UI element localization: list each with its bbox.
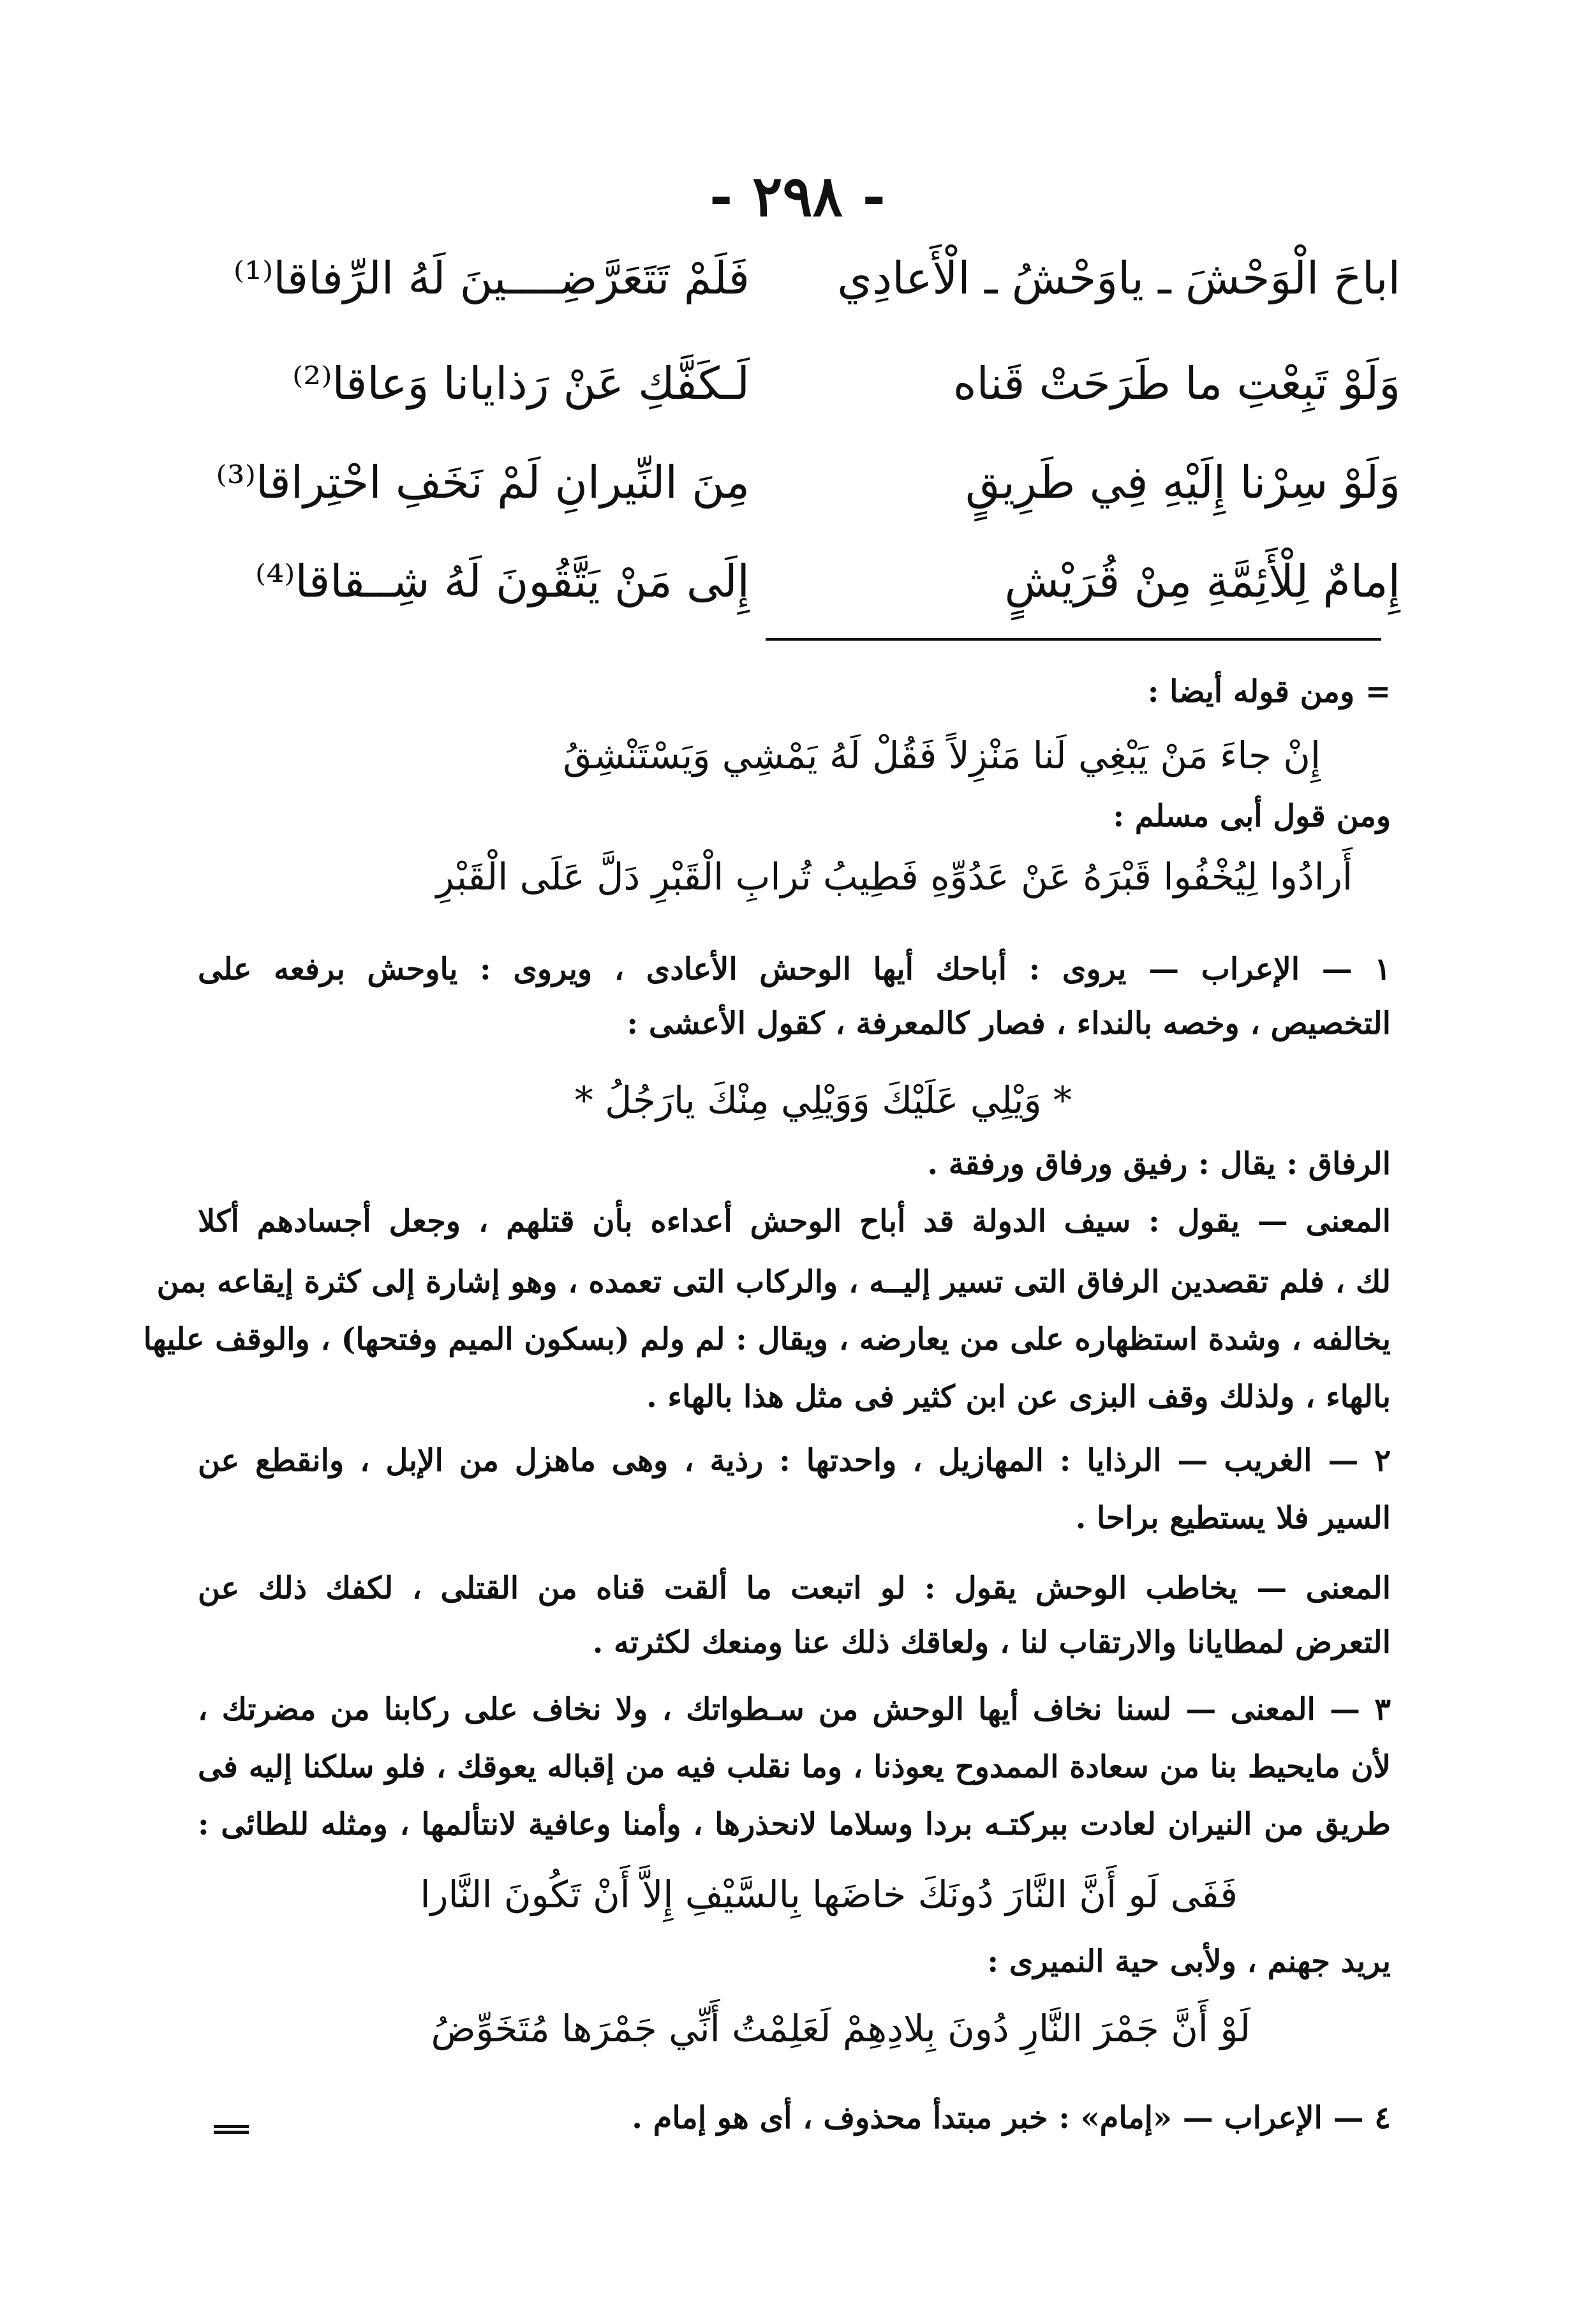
poem-line-3-right: وَلَوْ سِرْنا إِلَيْهِ فِي طَرِيقٍ	[965, 456, 1400, 509]
verse-5: لَوْ أَنَّ جَمْرَ النَّارِ دُونَ بِلادِهِمْ لَعَلِمْتُ أَنِّي جَمْرَها مُتَخَوِّضُ	[431, 2007, 1250, 2050]
note-1-line-b: التخصيص ، وخصه بالنداء ، فصار كالمعرفة ، كقول الأعشى :	[627, 1006, 1391, 1041]
note-3-line-a: ٣ — المعنى — لسنا نخاف أيها الوحش من سـطواتك ، ولا نخاف على ركابنا من مضرتك ،	[198, 1692, 1391, 1727]
intro-line-2: ومن قول أبى مسلم :	[1113, 798, 1391, 834]
separator-rule	[766, 638, 1381, 641]
poem-line-2-left: لَـكَفَّكِ عَنْ رَذايانا وَعاقا⁽²⁾	[292, 357, 750, 410]
note-1-line-c: الرفاق : يقال : رفيق ورفاق ورفقة .	[927, 1146, 1391, 1182]
verse-2: أَرادُوا لِيُخْفُوا قَبْرَهُ عَنْ عَدُوِّهِ فَطِيبُ تُرابِ الْقَبْرِ دَلَّ عَلَى الْقَبْرِ	[436, 855, 1353, 898]
verse-3: * وَيْلِي عَلَيْكَ وَوَيْلِي مِنْكَ يارَجُلُ *	[574, 1078, 1072, 1122]
poem-line-1-right: اباحَ الْوَحْشَ ـ ياوَحْشُ ـ الْأَعادِي	[837, 252, 1400, 304]
verse-4: فَفَى لَو أَنَّ النَّارَ دُونَكَ خاضَها بِالسَّيْفِ إِلاَّ أَنْ تَكُونَ النَّارا	[420, 1873, 1238, 1916]
note-1-line-f: يخالفه ، وشدة استظهاره على من يعارضه ، ويقال : لم ولم (بسكون الميم وفتحها) ، والوقف عليها	[143, 1322, 1391, 1357]
poem-line-2-right: وَلَوْ تَبِعْتِ ما طَرَحَتْ قَناه	[953, 357, 1400, 410]
note-3-line-c: طريق من النيران لعادت ببركتـه بردا وسلاما لانحذرها ، وأمنا وعافية لانتألمها ، ومثله للطائى :	[198, 1806, 1391, 1842]
note-2-line-a: ٢ — الغريب — الرذايا : المهازيل ، واحدتها : رذية ، وهى ماهزل من الإبل ، وانقطع عن	[198, 1443, 1391, 1479]
note-2-line-c: المعنى — يخاطب الوحش يقول : لو اتبعت ما ألقت قناه من القتلى ، لكفك ذلك عن	[198, 1570, 1391, 1606]
poem-line-4-left: إِلَى مَنْ يَتَّقُونَ لَهُ شِــقاقا⁽⁴⁾	[255, 555, 750, 607]
note-1-line-e: لك ، فلم تقصدين الرفاق التى تسير إليــه ، والركاب التى تعمده ، وهو إشارة إلى كثرة إيقاعه بمن	[156, 1264, 1391, 1300]
note-1-line-d: المعنى — يقول : سيف الدولة قد أباح الوحش أعداءه بأن قتلهم ، وجعل أجسادهم أكلا	[198, 1203, 1391, 1239]
intro-line-1: = ومن قوله أيضا :	[1147, 674, 1391, 710]
note-1-line-a: ١ — الإعراب — يروى : أباحك أيها الوحش الأعادى ، ويروى : ياوحش برفعه على	[198, 951, 1391, 987]
poem-line-4-right: إِمامٌ لِلْأَئِمَّةِ مِنْ قُرَيْشٍ	[1004, 555, 1400, 607]
note-4-line: ٤ — الإعراب — «إمام» : خبر مبتدأ محذوف ، أى هو إمام .	[632, 2100, 1391, 2136]
note-1-line-g: بالهاء ، ولذلك وقف البزى عن ابن كثير فى مثل هذا بالهاء .	[646, 1379, 1391, 1415]
note-2-line-d: التعرض لمطايانا والارتقاب لنا ، ولعاقك ذلك عنا ومنعك لكثرته .	[592, 1625, 1391, 1660]
poem-line-3-left: مِنَ النِّيرانِ لَمْ نَخَفِ احْتِراقا⁽³⁾	[216, 456, 750, 509]
end-mark	[214, 2125, 249, 2134]
verse-1: إِنْ جاءَ مَنْ يَبْغِي لَنا مَنْزِلاً فَقُلْ لَهُ يَمْشِي وَيَسْتَنْشِقُ	[563, 734, 1321, 777]
note-2-line-b: السير فلا يستطيع براحا .	[1075, 1500, 1391, 1536]
poem-line-1-left: فَلَمْ تَتَعَرَّضِــــينَ لَهُ الرِّفاقا⁽¹⁾	[233, 252, 750, 304]
page-number: - ٢٩٨ -	[709, 163, 886, 229]
note-3-line-d: يريد جهنم ، ولأبى حية النميرى :	[987, 1944, 1391, 1979]
note-3-line-b: لأن مايحيط بنا من سعادة الممدوح يعوذنا ، وما نقلب فيه من إقباله يعوقك ، فلو سلكنا إليه فى	[198, 1749, 1391, 1785]
